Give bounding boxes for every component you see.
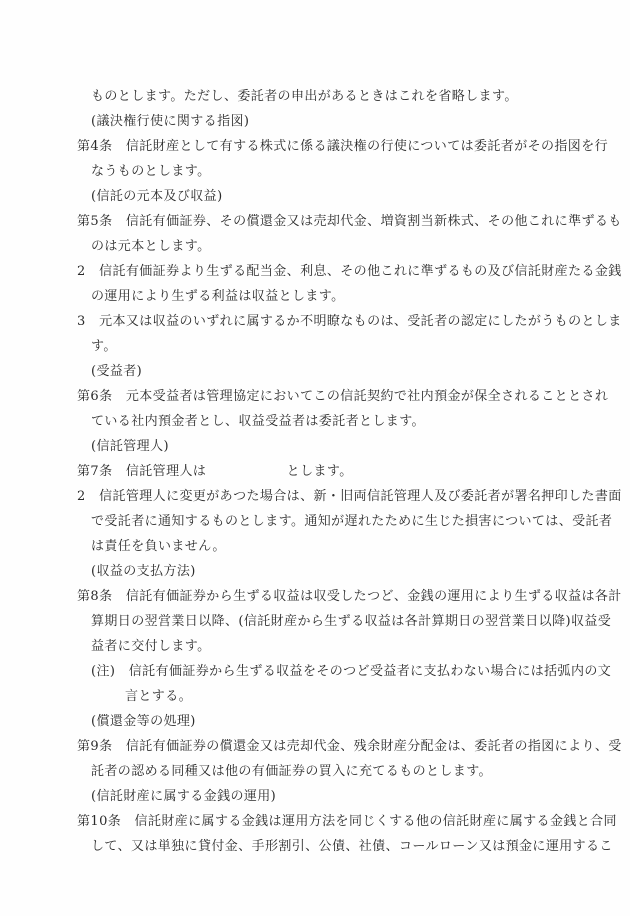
article-6: 第6条 元本受益者は管理協定においてこの信託契約で社内預金が保全されることとされ [77,389,609,404]
article-5-paragraph-2: 2 信託有価証券より生ずる配当金、利息、その他これに準ずるもの及び信託財産たる金銭 [77,264,622,279]
article-10-continuation: して、又は単独に貸付金、手形割引、公債、社債、コールローン又は預金に運用するこ [91,839,613,854]
article-7-paragraph-2-continuation: で受託者に通知するものとします。通知が遅れたために生じた損害については、受託者 [91,514,613,529]
article-6-continuation: ている社内預金者とし、収益受益者は委託者とします。 [91,414,425,429]
article-7-paragraph-2: 2 信託管理人に変更があつた場合は、新・旧両信託管理人及び委託者が署名押印した書面 [77,489,622,504]
section-heading-voting-rights: (議決権行使に関する指図) [91,114,250,129]
article-10: 第10条 信託財産に属する金銭は運用方法を同じくする他の信託財産に属する金銭と合同 [77,814,617,829]
article-9-continuation: 託者の認める同種又は他の有価証券の買入に充てるものとします。 [91,764,492,779]
article-8-end: 益者に交付します。 [91,639,211,654]
article-5-paragraph-3-continuation: す。 [91,339,117,354]
section-heading-money-management: (信託財産に属する金銭の運用) [91,789,277,804]
article-5-paragraph-2-continuation: の運用により生ずる利益は収益とします。 [91,289,345,304]
article-8-continuation: 算期日の翌営業日以降、(信託財産から生ずる収益は各計算期日の翌営業日以降)収益受 [91,614,612,629]
section-heading-beneficiary: (受益者) [91,364,143,379]
article-8: 第8条 信託有価証券から生ずる収益は収受したつど、金銭の運用により生ずる収益は各計 [77,589,622,604]
article-4-continuation: なうものとします。 [91,164,211,179]
note: (注) 信託有価証券から生ずる収益をそのつど受益者に支払わない場合には括弧内の文 [91,664,612,679]
article-5-continuation: のは元本とします。 [91,239,211,254]
note-continuation: 言とする。 [125,689,193,704]
continuation-line: ものとします。ただし、委託者の申出があるときはこれを省略します。 [91,89,518,104]
article-5: 第5条 信託有価証券、その償還金又は売却代金、増資割当新株式、その他これに準ずるも [77,214,622,229]
article-5-paragraph-3: 3 元本又は収益のいずれに属するか不明瞭なものは、受託者の認定にしたがうものとしま [77,314,622,329]
section-heading-trust-administrator: (信託管理人) [91,439,169,454]
article-4: 第4条 信託財産として有する株式に係る議決権の行使については委託者がその指図を行 [77,139,609,154]
article-7-paragraph-2-end: は責任を負いません。 [91,539,226,554]
section-heading-income-payment: (収益の支払方法) [91,564,196,579]
section-heading-redemption: (償還金等の処理) [91,714,196,729]
article-7: 第7条 信託管理人は とします。 [77,464,353,479]
section-heading-principal-income: (信託の元本及び収益) [91,189,223,204]
article-9: 第9条 信託有価証券の償還金又は売却代金、残余財産分配金は、委託者の指図により、受 [77,739,622,754]
